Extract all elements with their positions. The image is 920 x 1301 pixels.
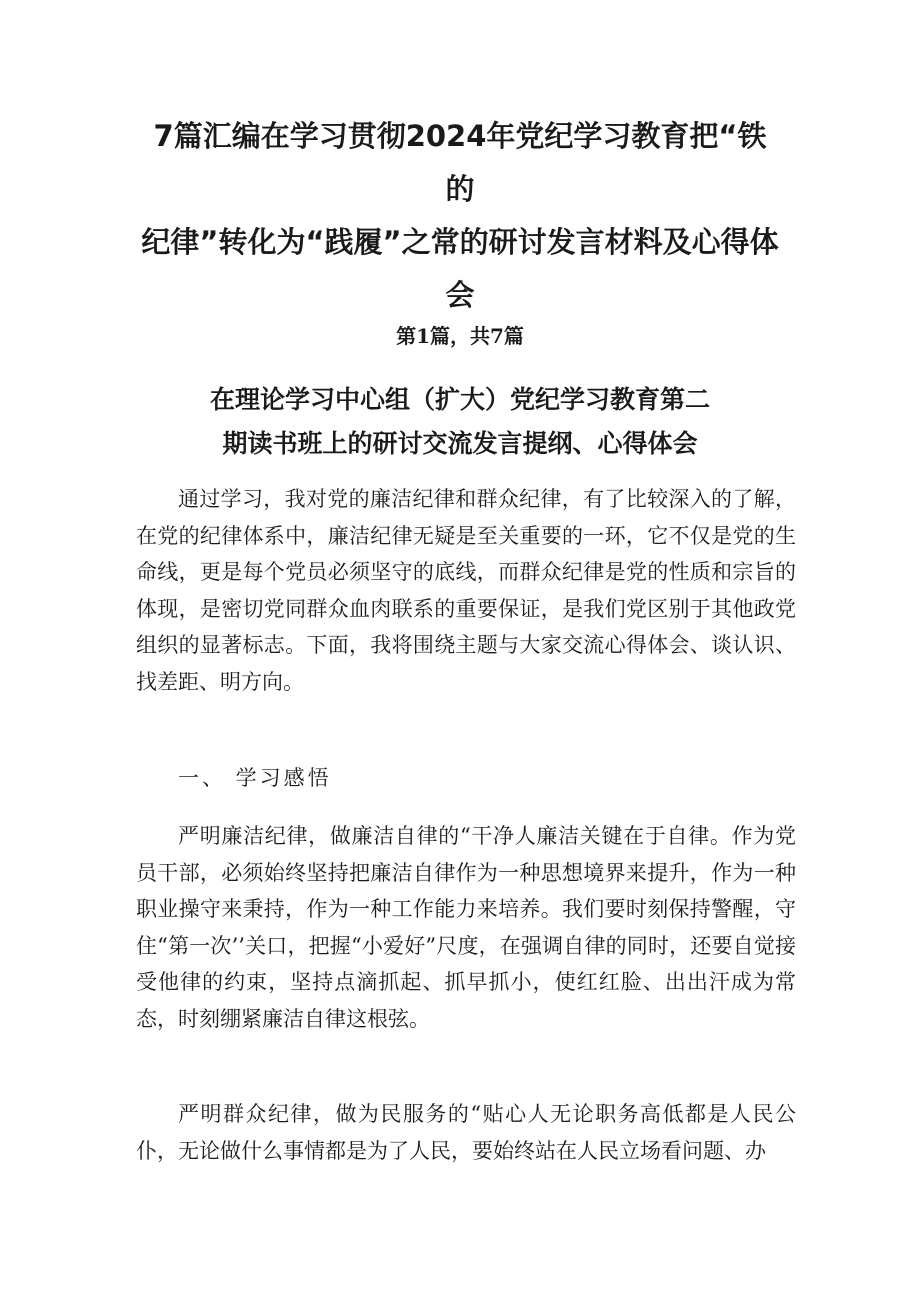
document-title <box>140 110 780 322</box>
article-subtitle-line-2: 期读书班上的研讨交流发言提纲、心得体会 <box>222 429 698 458</box>
paragraph-intro: 通过学习，我对党的廉洁纪律和群众纪律，有了比较深入的了解，在党的纪律体系中，廉洁纪律无疑是至关重要的一环，它不仅是党的生命线，更是每个党员必须坚守的底线，而群众纪律是党的性质和宗旨的体现，是密切党同群众血肉联系的重要保证，是我们党区别于其他政党组织的显著标志。下面，我将围绕主题与大家交流心得体会、谈认识、找差距、明方向。 <box>136 487 796 694</box>
paragraph-integrity: 严明廉洁纪律，做廉洁自律的“干净人廉洁关键在于自律。作为党员干部，必须始终坚持把廉洁自律作为一种思想境界来提升，作为一种职业操守来秉持，作为一种工作能力来培养。我们要时刻保持警醒，守住“第一次’’关口，把握“小爱好”尺度，在强调自律的同时，还要自觉接受他律的约束，坚持点滴抓起、抓早抓小，使红红脸、出出汗成为常态，时刻绷紧廉洁自律这根弦。 <box>136 824 796 1031</box>
document-title-line-2: 纪律”转化为“践履”之常的研讨发言材料及心得体 <box>141 225 779 259</box>
document-title-line-3: 会 <box>445 278 475 312</box>
article-subtitle-line-1: 在理论学习中心组（扩大）党纪学习教育第二 <box>209 385 710 414</box>
section-heading: 一、 学习感悟 <box>178 766 332 790</box>
paragraph-mass-discipline: 严明群众纪律，做为民服务的“贴心人无论职务高低都是人民公仆，无论做什么事情都是为了人民，要始终站在人民立场看问题、办 <box>136 1102 796 1163</box>
article-subtitle <box>190 378 730 466</box>
document-title-line-1: 7篇汇编在学习贯彻2024年党纪学习教育把“铁的 <box>153 119 767 206</box>
part-label: 第1篇，共7篇 <box>396 324 524 348</box>
